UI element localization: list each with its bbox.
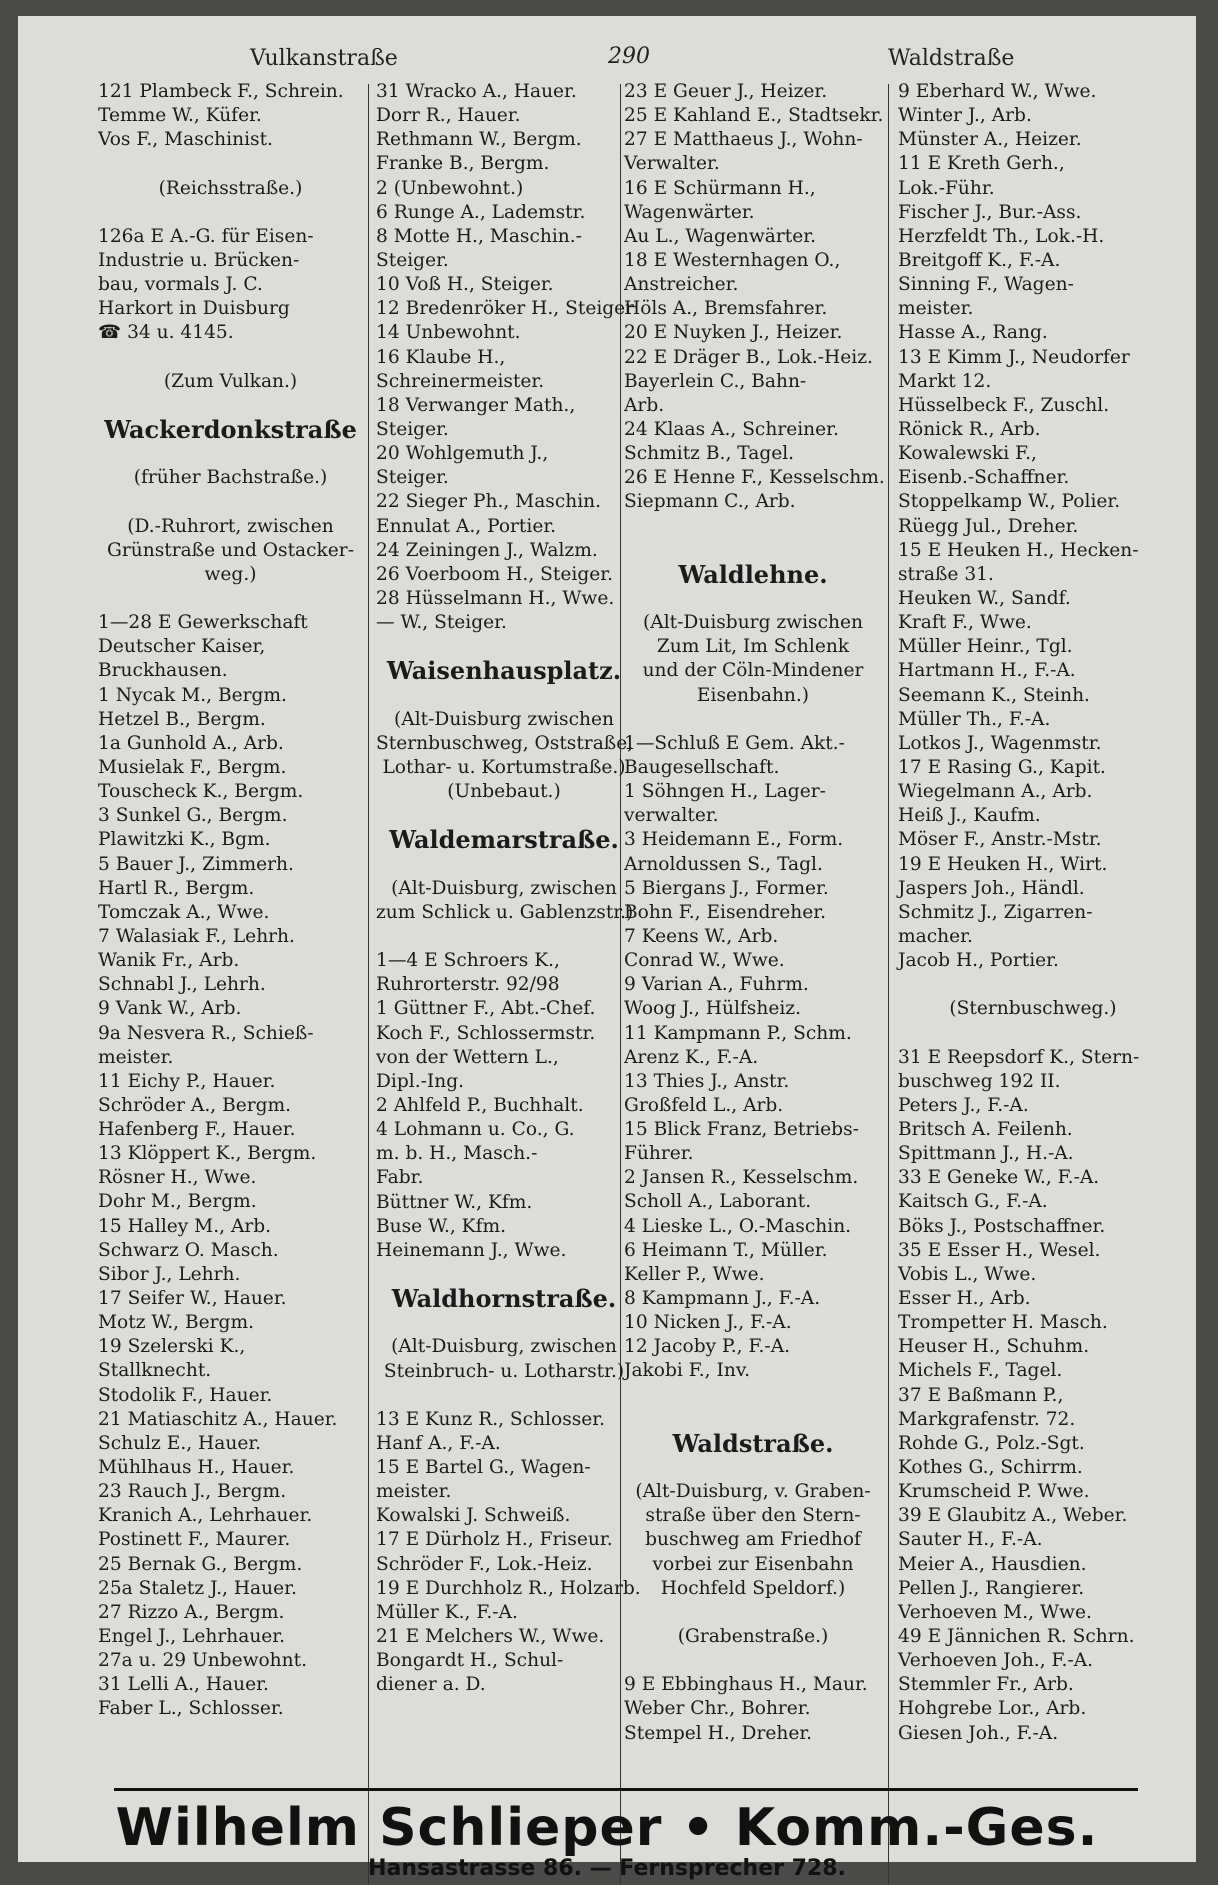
directory-entry: 31 Wracko A., Hauer. <box>376 81 577 102</box>
directory-entry: 1—Schluß E Gem. Akt.- <box>624 732 845 754</box>
directory-entry: 15 Blick Franz, Betriebs- <box>624 1119 859 1141</box>
directory-entry: Sauter H., F.-A. <box>898 1529 1043 1551</box>
directory-entry: Plawitzki K., Bgm. <box>98 829 271 851</box>
directory-entry: Industrie u. Brücken- <box>98 249 300 271</box>
column-divider <box>888 84 889 1884</box>
directory-column-4 <box>898 80 1168 1885</box>
directory-entry: Faber L., Schlosser. <box>98 1698 284 1720</box>
directory-entry: Stodolik F., Hauer. <box>98 1384 273 1406</box>
street-note: Zum Lit, Im Schlenk <box>656 636 850 658</box>
directory-entry: Scholl A., Laborant. <box>624 1191 812 1213</box>
directory-entry: Lok.-Führ. <box>898 177 995 199</box>
street-note: (Zum Vulkan.) <box>163 370 298 392</box>
directory-entry: 28 Hüsselmann H., Wwe. <box>376 587 615 609</box>
street-note: weg.) <box>204 563 257 585</box>
directory-entry: 7 Keens W., Arb. <box>624 925 779 947</box>
directory-entry: 26 Voerboom H., Steiger. <box>376 563 613 585</box>
directory-entry: Heiß J., Kaufm. <box>898 805 1041 827</box>
directory-entry: Koch F., Schlossermstr. <box>376 1022 596 1044</box>
directory-entry <box>376 925 632 949</box>
directory-entry: 11 Eichy P., Hauer. <box>98 1070 276 1092</box>
directory-entry: Motz W., Bergm. <box>98 1312 255 1334</box>
directory-entry: 2 Ahlfeld P., Buchhalt. <box>376 1094 584 1116</box>
directory-entry: 4 Lieske L., O.-Maschin. <box>624 1215 852 1237</box>
directory-entry <box>898 1021 1168 1045</box>
directory-entry: Giesen Joh., F.-A. <box>898 1722 1059 1744</box>
directory-entry: 27a u. 29 Unbewohnt. <box>98 1650 308 1672</box>
street-note: (Unbebaut.) <box>447 781 561 803</box>
street-note: (Alt-Duisburg, v. Graben- <box>635 1481 871 1503</box>
directory-entry: — W., Steiger. <box>376 612 507 634</box>
directory-entry: Peters J., F.-A. <box>898 1094 1029 1116</box>
directory-entry: Steiger. <box>376 418 449 440</box>
directory-entry: 3 Sunkel G., Bergm. <box>98 805 288 827</box>
directory-entry: straße 31. <box>898 563 994 585</box>
directory-entry: meister. <box>898 298 974 320</box>
directory-entry: Schmitz J., Zigarren- <box>898 901 1093 923</box>
directory-entry: 31 Lelli A., Hauer. <box>98 1674 269 1696</box>
directory-entry: 14 Unbewohnt. <box>376 322 521 344</box>
directory-entry: Meier A., Hausdien. <box>898 1553 1087 1575</box>
directory-entry: 12 Jacoby P., F.-A. <box>624 1336 791 1358</box>
directory-entry: Rüegg Jul., Dreher. <box>898 515 1079 537</box>
directory-entry: Hartmann H., F.-A. <box>898 660 1076 682</box>
directory-entry: Wiegelmann A., Arb. <box>898 781 1093 803</box>
directory-entry: 12 Bredenröker H., Steiger <box>376 298 635 320</box>
directory-entry: Verhoeven Joh., F.-A. <box>898 1650 1094 1672</box>
page-number: 290 <box>608 44 650 69</box>
directory-entry: 19 E Durchholz R., Holzarb. <box>376 1577 641 1599</box>
directory-entry: Baugesellschaft. <box>624 756 780 778</box>
directory-entry: Bayerlein C., Bahn- <box>624 370 807 392</box>
directory-entry: 9 Varian A., Fuhrm. <box>624 974 809 996</box>
directory-entry: Münster A., Heizer. <box>898 129 1082 151</box>
directory-entry: meister. <box>98 1046 174 1068</box>
directory-column-3 <box>624 80 885 1885</box>
street-note: (Alt-Duisburg, zwischen <box>391 1336 617 1358</box>
directory-entry: Weber Chr., Bohrer. <box>624 1698 811 1720</box>
column-divider <box>368 84 369 1884</box>
directory-page <box>18 16 1196 1881</box>
directory-entry: Führer. <box>624 1143 694 1165</box>
directory-entry: Esser H., Arb. <box>898 1288 1031 1310</box>
street-note: Lothar- u. Kortumstraße.) <box>382 756 626 778</box>
directory-entry: Kaitsch G., F.-A. <box>898 1191 1048 1213</box>
directory-entry <box>98 346 363 370</box>
directory-entry: 20 Wohlgemuth J., <box>376 443 549 465</box>
directory-entry: Bongardt H., Schul- <box>376 1650 564 1672</box>
directory-entry: Arnoldussen S., Tagl. <box>624 853 823 875</box>
directory-entry <box>98 152 363 176</box>
directory-entry: Pellen J., Rangierer. <box>898 1577 1085 1599</box>
directory-entry: Postinett F., Maurer. <box>98 1529 291 1551</box>
directory-entry: 22 E Dräger B., Lok.-Heiz. <box>624 346 873 368</box>
directory-entry: 10 Nicken J., F.-A. <box>624 1312 792 1334</box>
street-note: (Alt-Duisburg, zwischen <box>391 877 617 899</box>
directory-entry <box>898 973 1168 997</box>
directory-entry: Fischer J., Bur.-Ass. <box>898 201 1082 223</box>
directory-entry: 15 E Heuken H., Hecken- <box>898 539 1139 561</box>
directory-entry: 5 Bauer J., Zimmerh. <box>98 853 294 875</box>
street-heading: Waldhornstraße. <box>391 1284 617 1314</box>
directory-entry: Dohr M., Bergm. <box>98 1191 257 1213</box>
directory-entry: 13 Klöppert K., Bergm. <box>98 1143 317 1165</box>
street-note: Sternbuschweg, Oststraße, <box>376 732 634 754</box>
directory-entry: Höls A., Bremsfahrer. <box>624 298 828 320</box>
directory-entry: 25 E Kahland E., Stadtsekr. <box>624 105 884 127</box>
directory-entry: Kowalewski F., <box>898 443 1037 465</box>
directory-entry: Breitgoff K., F.-A. <box>898 249 1061 271</box>
directory-entry: meister. <box>376 1481 452 1503</box>
directory-column-2 <box>376 80 641 1885</box>
directory-entry: 9a Nesvera R., Schieß- <box>98 1022 314 1044</box>
directory-entry: 25 Bernak G., Bergm. <box>98 1553 303 1575</box>
directory-entry: 1 Güttner F., Abt.-Chef. <box>376 998 596 1020</box>
directory-entry: Kranich A., Lehrhauer. <box>98 1505 313 1527</box>
directory-entry: Wagenwärter. <box>624 201 755 223</box>
directory-entry: Arenz K., F.-A. <box>624 1046 759 1068</box>
street-note: (D.-Ruhrort, zwischen <box>127 515 334 537</box>
directory-entry: 121 Plambeck F., Schrein. <box>98 81 344 102</box>
directory-entry: Sibor J., Lehrh. <box>98 1263 241 1285</box>
directory-entry: 27 E Matthaeus J., Wohn- <box>624 129 863 151</box>
directory-entry: Verwalter. <box>624 153 720 175</box>
directory-entry: Musielak F., Bergm. <box>98 756 287 778</box>
directory-entry: Hasse A., Rang. <box>898 322 1048 344</box>
directory-entry: Jakobi F., Inv. <box>624 1360 751 1382</box>
directory-entry: Harkort in Duisburg <box>98 298 290 320</box>
directory-entry: Schröder F., Lok.-Heiz. <box>376 1553 593 1575</box>
directory-entry: 9 E Ebbinghaus H., Maur. <box>624 1674 868 1696</box>
directory-entry: 2 (Unbewohnt.) <box>376 177 524 199</box>
directory-entry: Jaspers Joh., Händl. <box>898 877 1085 899</box>
directory-entry: Schröder A., Bergm. <box>98 1094 292 1116</box>
directory-entry: Kraft F., Wwe. <box>898 612 1032 634</box>
page-header <box>18 38 1196 72</box>
street-note: und der Cöln-Mindener <box>642 660 864 682</box>
directory-entry: 15 Halley M., Arb. <box>98 1215 272 1237</box>
street-heading: Waisenhausplatz. <box>386 656 622 686</box>
directory-entry: Engel J., Lehrhauer. <box>98 1626 286 1648</box>
directory-entry: von der Wettern L., <box>376 1046 559 1068</box>
directory-entry <box>98 490 363 514</box>
directory-entry: Britsch A. Feilenh. <box>898 1119 1073 1141</box>
directory-entry: Großfeld L., Arb. <box>624 1094 784 1116</box>
directory-entry: 31 E Reepsdorf K., Stern- <box>898 1046 1140 1068</box>
directory-entry: 11 Kampmann P., Schm. <box>624 1022 852 1044</box>
directory-entry: Conrad W., Wwe. <box>624 950 785 972</box>
directory-entry: 9 Vank W., Arb. <box>98 998 242 1020</box>
directory-entry <box>376 1384 632 1408</box>
directory-entry <box>624 1649 882 1673</box>
directory-entry: Sinning F., Wagen- <box>898 274 1074 296</box>
directory-entry: Heuken W., Sandf. <box>898 587 1071 609</box>
directory-entry: Stallknecht. <box>98 1360 212 1382</box>
directory-entry: verwalter. <box>624 805 719 827</box>
directory-entry: 23 E Geuer J., Heizer. <box>624 81 828 102</box>
directory-entry: Rethmann W., Bergm. <box>376 129 582 151</box>
directory-entry: 8 Motte H., Maschin.- <box>376 225 582 247</box>
directory-entry: 5 Biergans J., Former. <box>624 877 829 899</box>
directory-entry: Markt 12. <box>898 370 992 392</box>
directory-entry: 19 E Heuken H., Wirt. <box>898 853 1108 875</box>
directory-entry: Stoppelkamp W., Polier. <box>898 491 1121 513</box>
directory-entry: Rönick R., Arb. <box>898 418 1041 440</box>
directory-entry <box>624 1384 882 1408</box>
directory-entry: 23 Rauch J., Bergm. <box>98 1481 287 1503</box>
directory-entry: Winter J., Arb. <box>898 105 1032 127</box>
directory-entry: Hohgrebe Lor., Arb. <box>898 1698 1087 1720</box>
directory-entry: 1a Gunhold A., Arb. <box>98 732 284 754</box>
directory-entry: 10 Voß H., Steiger. <box>376 274 554 296</box>
directory-entry: Arb. <box>624 394 665 416</box>
directory-entry: 49 E Jännichen R. Schrn. <box>898 1626 1135 1647</box>
directory-entry: 11 E Kreth Gerh., <box>898 153 1065 175</box>
directory-entry: 26 E Henne F., Kesselschm. <box>624 467 885 489</box>
directory-entry: Anstreicher. <box>624 274 739 296</box>
directory-entry: 4 Lohmann u. Co., G. <box>376 1119 575 1141</box>
directory-entry: 25a Staletz J., Hauer. <box>98 1577 297 1599</box>
directory-entry: 39 E Glaubitz A., Weber. <box>898 1505 1128 1527</box>
directory-entry: Büttner W., Kfm. <box>376 1191 533 1213</box>
street-note: Eisenbahn.) <box>696 684 810 706</box>
advert-title: Wilhelm Schlieper • Komm.-Ges. <box>115 1798 1099 1858</box>
directory-entry: Franke B., Bergm. <box>376 153 550 175</box>
directory-entry: Rösner H., Wwe. <box>98 1167 257 1189</box>
directory-entry: Seemann K., Steinh. <box>898 684 1090 706</box>
directory-entry: 22 Sieger Ph., Maschin. <box>376 491 602 513</box>
directory-entry: Müller Heinr., Tgl. <box>898 636 1073 658</box>
directory-entry: Hafenberg F., Hauer. <box>98 1119 296 1141</box>
directory-entry: Heinemann J., Wwe. <box>376 1239 567 1261</box>
directory-entry: 17 E Dürholz H., Friseur. <box>376 1529 613 1551</box>
directory-entry: Au L., Wagenwärter. <box>624 225 816 247</box>
directory-entry: 126a E A.-G. für Eisen- <box>98 225 314 247</box>
street-note: (früher Bachstraße.) <box>133 467 328 489</box>
directory-entry: Touscheck K., Bergm. <box>98 781 304 803</box>
street-heading: Waldstraße. <box>672 1428 834 1458</box>
directory-entry: Ennulat A., Portier. <box>376 515 557 537</box>
directory-entry: Schulz E., Hauer. <box>98 1432 262 1454</box>
directory-entry: Hanf A., F.-A. <box>376 1432 501 1454</box>
directory-entry: Schreinermeister. <box>376 370 545 392</box>
directory-entry: Spittmann J., H.-A. <box>898 1143 1074 1165</box>
directory-entry: 35 E Esser H., Wesel. <box>898 1239 1101 1261</box>
directory-entry: Dorr R., Hauer. <box>376 105 521 127</box>
directory-entry: Vos F., Maschinist. <box>98 129 273 151</box>
directory-entry: Wanik Fr., Arb. <box>98 950 240 972</box>
directory-entry: 3 Heidemann E., Form. <box>624 829 844 851</box>
directory-entry: 21 E Melchers W., Wwe. <box>376 1626 605 1648</box>
street-note: (Alt-Duisburg zwischen <box>394 708 614 730</box>
advert-subtitle: Hansastrasse 86. — Fernsprecher 728. <box>368 1856 846 1881</box>
directory-entry: Schnabl J., Lehrh. <box>98 974 266 996</box>
street-heading: Waldlehne. <box>678 559 828 589</box>
directory-entry: macher. <box>898 925 973 947</box>
directory-entry: 16 E Schürmann H., <box>624 177 816 199</box>
directory-entry: 1—28 E Gewerkschaft <box>98 612 308 634</box>
advert-divider <box>114 1788 1138 1791</box>
directory-entry: Heuser H., Schuhm. <box>898 1336 1090 1358</box>
directory-entry: Lotkos J., Wagenmstr. <box>898 732 1102 754</box>
street-note: (Grabenstraße.) <box>677 1626 829 1648</box>
directory-entry: 13 Thies J., Anstr. <box>624 1070 790 1092</box>
directory-entry: buschweg 192 II. <box>898 1070 1061 1092</box>
street-note: (Sternbuschweg.) <box>949 998 1117 1020</box>
directory-entry: 9 Eberhard W., Wwe. <box>898 81 1097 102</box>
directory-entry: 1—4 E Schroers K., <box>376 950 560 972</box>
directory-entry: Vobis L., Wwe. <box>898 1263 1037 1285</box>
directory-entry: 1 Söhngen H., Lager- <box>624 781 826 803</box>
directory-entry: 13 E Kimm J., Neudorfer <box>898 346 1130 368</box>
directory-entry <box>98 201 363 225</box>
directory-entry: Dipl.-Ing. <box>376 1070 465 1092</box>
directory-entry: Eisenb.-Schaffner. <box>898 467 1070 489</box>
directory-entry: Müller Th., F.-A. <box>898 708 1051 730</box>
directory-entry: 1 Nycak M., Bergm. <box>98 684 287 706</box>
directory-entry: Krumscheid P. Wwe. <box>898 1481 1090 1503</box>
directory-entry: 6 Runge A., Lademstr. <box>376 201 586 223</box>
street-note: Steinbruch- u. Lotharstr.) <box>383 1360 625 1382</box>
directory-entry: 7 Walasiak F., Lehrh. <box>98 925 295 947</box>
directory-entry <box>98 587 363 611</box>
directory-entry: Hartl R., Bergm. <box>98 877 255 899</box>
directory-entry: Siepmann C., Arb. <box>624 491 796 513</box>
directory-entry: Müller K., F.-A. <box>376 1601 518 1623</box>
directory-entry: 20 E Nuyken J., Heizer. <box>624 322 843 344</box>
directory-entry: Bruckhausen. <box>98 660 228 682</box>
directory-entry: 24 Klaas A., Schreiner. <box>624 418 839 440</box>
header-right-street: Waldstraße <box>888 46 1015 71</box>
street-note: straße über den Stern- <box>645 1505 861 1527</box>
street-note: Grünstraße und Ostacker- <box>107 539 354 561</box>
directory-entry: Steiger. <box>376 467 449 489</box>
directory-entry: 15 E Bartel G., Wagen- <box>376 1457 591 1479</box>
directory-entry: Verhoeven M., Wwe. <box>898 1601 1092 1623</box>
directory-entry: Tomczak A., Wwe. <box>98 901 270 923</box>
directory-entry: 2 Jansen R., Kesselschm. <box>624 1167 859 1189</box>
directory-entry: 33 E Geneke W., F.-A. <box>898 1167 1100 1189</box>
directory-entry: Kowalski J. Schweiß. <box>376 1505 571 1527</box>
directory-entry: 18 Verwanger Math., <box>376 394 576 416</box>
directory-entry: Woog J., Hülfsheiz. <box>624 998 801 1020</box>
directory-entry: 27 Rizzo A., Bergm. <box>98 1601 285 1623</box>
directory-entry: 17 Seifer W., Hauer. <box>98 1288 287 1310</box>
directory-entry: m. b. H., Masch.- <box>376 1143 538 1165</box>
street-note: (Alt-Duisburg zwischen <box>643 612 863 634</box>
directory-entry: Deutscher Kaiser, <box>98 636 266 658</box>
directory-entry: Ruhrorterstr. 92/98 <box>376 974 560 996</box>
directory-entry: 6 Heimann T., Müller. <box>624 1239 828 1261</box>
directory-entry: 19 Szelerski K., <box>98 1336 246 1358</box>
directory-entry: Stempel H., Dreher. <box>624 1722 813 1744</box>
directory-entry: diener a. D. <box>376 1674 486 1696</box>
street-heading: Wackerdonkstraße <box>104 414 357 444</box>
directory-entry: Jacob H., Portier. <box>898 950 1059 972</box>
directory-entry: Temme W., Küfer. <box>98 105 262 127</box>
header-left-street: Vulkanstraße <box>250 46 398 71</box>
directory-entry: 21 Matiaschitz A., Hauer. <box>98 1408 338 1430</box>
directory-entry: 16 Klaube H., <box>376 346 506 368</box>
directory-entry: Herzfeldt Th., Lok.-H. <box>898 225 1105 247</box>
directory-entry: 13 E Kunz R., Schlosser. <box>376 1408 606 1430</box>
street-heading: Waldemarstraße. <box>389 825 619 855</box>
directory-entry: Kothes G., Schirrm. <box>898 1457 1083 1479</box>
directory-entry: Trompetter H. Masch. <box>898 1312 1108 1334</box>
directory-entry <box>624 1601 882 1625</box>
directory-entry: Schwarz O. Masch. <box>98 1239 279 1261</box>
directory-entry: Markgrafenstr. 72. <box>898 1408 1076 1430</box>
directory-entry: Buse W., Kfm. <box>376 1215 507 1237</box>
directory-entry <box>624 515 882 539</box>
directory-entry: Stemmler Fr., Arb. <box>898 1674 1074 1696</box>
street-note: vorbei zur Eisenbahn <box>652 1553 854 1575</box>
directory-column-1 <box>98 80 363 1885</box>
directory-entry: Rohde G., Polz.-Sgt. <box>898 1432 1085 1454</box>
directory-entry: 24 Zeiningen J., Walzm. <box>376 539 598 561</box>
directory-entry: Mühlhaus H., Hauer. <box>98 1457 295 1479</box>
street-note: buschweg am Friedhof <box>645 1529 861 1551</box>
directory-entry <box>624 708 882 732</box>
directory-entry: Fabr. <box>376 1167 424 1189</box>
directory-entry: Michels F., Tagel. <box>898 1360 1063 1382</box>
directory-entry: Keller P., Wwe. <box>624 1263 765 1285</box>
directory-entry: Möser F., Anstr.-Mstr. <box>898 829 1102 851</box>
directory-entry: ☎ 34 u. 4145. <box>98 322 234 344</box>
directory-entry: Böks J., Postschaffner. <box>898 1215 1106 1237</box>
directory-entry: 18 E Westernhagen O., <box>624 249 841 271</box>
directory-entry: Hüsselbeck F., Zuschl. <box>898 394 1110 416</box>
directory-entry: Bohn F., Eisendreher. <box>624 901 827 923</box>
directory-entry: 17 E Rasing G., Kapit. <box>898 756 1106 778</box>
directory-entry: Hetzel B., Bergm. <box>98 708 266 730</box>
street-note: (Reichsstraße.) <box>158 177 303 199</box>
street-note: Hochfeld Speldorf.) <box>660 1577 846 1599</box>
street-note: zum Schlick u. Gablenzstr.) <box>376 901 634 923</box>
directory-entry: Steiger. <box>376 249 449 271</box>
directory-entry: 8 Kampmann J., F.-A. <box>624 1288 821 1310</box>
directory-entry: bau, vormals J. C. <box>98 274 263 296</box>
directory-entry: Schmitz B., Tagel. <box>624 443 795 465</box>
directory-entry: 37 E Baßmann P., <box>898 1384 1064 1406</box>
